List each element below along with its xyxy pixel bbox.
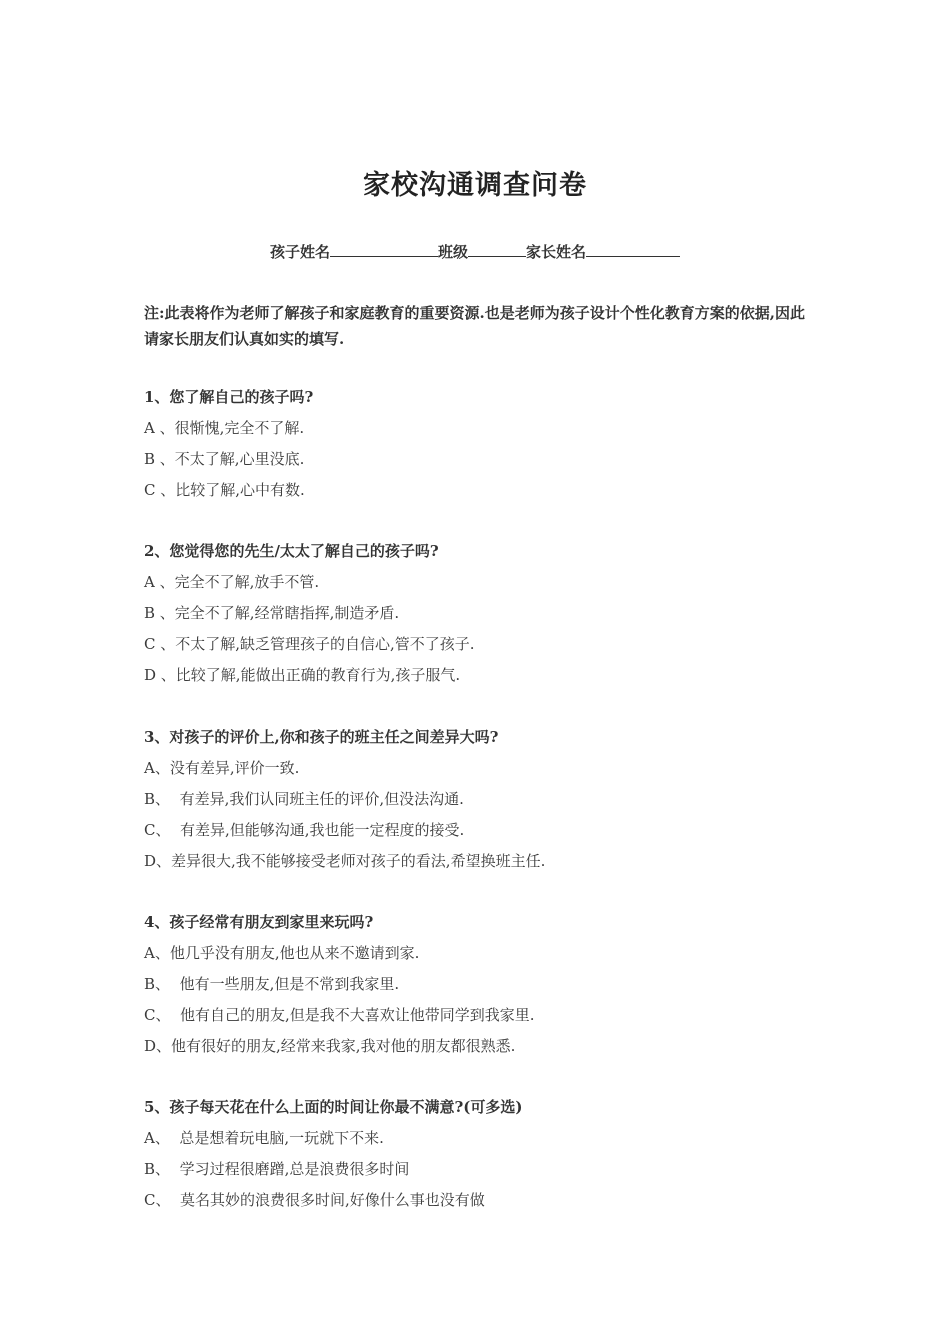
option-letter: B、: [144, 1160, 180, 1178]
question-title: 3、对孩子的评价上,你和孩子的班主任之间差异大吗?: [144, 728, 499, 746]
option-text: 莫名其妙的浪费很多时间,好像什么事也没有做: [180, 1191, 485, 1209]
option[interactable]: [144, 444, 844, 475]
question-5: [144, 1092, 844, 1216]
option-text: 比较了解,能做出正确的教育行为,孩子服气.: [175, 666, 461, 684]
option-text: 他有很好的朋友,经常来我家,我对他的朋友都很熟悉.: [171, 1037, 516, 1055]
option-letter: B 、: [144, 450, 175, 468]
option-letter: B、: [144, 975, 180, 993]
option-letter: D、: [144, 1037, 172, 1055]
option-letter: A 、: [144, 419, 175, 437]
option[interactable]: [144, 1000, 844, 1031]
option-text: 很惭愧,完全不了解.: [174, 419, 305, 437]
option-text: 没有差异,评价一致.: [169, 759, 300, 777]
option-letter: C、: [144, 821, 181, 839]
class-blank[interactable]: [468, 240, 526, 257]
page-title: 家校沟通调查问卷: [363, 170, 587, 201]
question-1: [144, 382, 844, 506]
option-text: 完全不了解,经常瞎指挥,制造矛盾.: [174, 604, 400, 622]
option[interactable]: [144, 1123, 844, 1154]
option-text: 比较了解,心中有数.: [175, 481, 305, 499]
option-letter: A 、: [144, 573, 175, 591]
child-name-label: 孩子姓名: [269, 243, 330, 261]
option-text: 不太了解,心里没底.: [174, 450, 305, 468]
parent-name-blank[interactable]: [586, 240, 680, 257]
option-letter: C 、: [144, 481, 176, 499]
question-4: [144, 907, 844, 1062]
question-title: 4、孩子经常有朋友到家里来玩吗?: [144, 913, 374, 931]
option-letter: D、: [144, 852, 172, 870]
question-title: 5、孩子每天花在什么上面的时间让你最不满意?(可多选): [144, 1098, 523, 1116]
option[interactable]: [144, 413, 844, 444]
option[interactable]: [144, 969, 844, 1000]
question-title: 2、您觉得您的先生/太太了解自己的孩子吗?: [144, 542, 439, 560]
option[interactable]: [144, 475, 844, 506]
note-paragraph: 注:此表将作为老师了解孩子和家庭教育的重要资源.也是老师为孩子设计个性化教育方案的依据,因此请家长朋友们认真如实的填写.: [144, 304, 805, 348]
option[interactable]: [144, 753, 844, 784]
info-line: [0, 240, 950, 262]
option[interactable]: [144, 629, 844, 660]
option-text: 他几乎没有朋友,他也从来不邀请到家.: [169, 944, 420, 962]
parent-name-label: 家长姓名: [526, 243, 587, 261]
option-letter: D 、: [144, 666, 176, 684]
option-letter: A、: [144, 944, 170, 962]
option-text: 他有一些朋友,但是不常到我家里.: [179, 975, 400, 993]
option[interactable]: [144, 815, 844, 846]
option[interactable]: [144, 660, 844, 691]
question-title: 1、您了解自己的孩子吗?: [144, 388, 314, 406]
option[interactable]: [144, 938, 844, 969]
question-3: [144, 722, 844, 877]
child-name-blank[interactable]: [330, 240, 438, 257]
option-letter: A、: [144, 1129, 180, 1147]
option-letter: B、: [144, 790, 180, 808]
option-letter: A、: [144, 759, 170, 777]
option-text: 学习过程很磨蹭,总是浪费很多时间: [179, 1160, 410, 1178]
option[interactable]: [144, 1154, 844, 1185]
option-text: 总是想着玩电脑,一玩就下不来.: [179, 1129, 384, 1147]
option-text: 他有自己的朋友,但是我不大喜欢让他带同学到我家里.: [180, 1006, 535, 1024]
option[interactable]: [144, 1185, 844, 1216]
option[interactable]: [144, 1031, 844, 1062]
option-text: 有差异,我们认同班主任的评价,但没法沟通.: [179, 790, 464, 808]
option-letter: C 、: [144, 635, 176, 653]
question-2: [144, 536, 844, 691]
option-text: 差异很大,我不能够接受老师对孩子的看法,希望换班主任.: [171, 852, 546, 870]
option-text: 有差异,但能够沟通,我也能一定程度的接受.: [180, 821, 465, 839]
option-letter: B 、: [144, 604, 175, 622]
option-letter: C、: [144, 1191, 181, 1209]
option-text: 完全不了解,放手不管.: [174, 573, 320, 591]
option[interactable]: [144, 567, 844, 598]
option[interactable]: [144, 846, 844, 877]
option[interactable]: [144, 598, 844, 629]
option-text: 不太了解,缺乏管理孩子的自信心,管不了孩子.: [175, 635, 475, 653]
class-label: 班级: [437, 243, 468, 261]
option[interactable]: [144, 784, 844, 815]
option-letter: C、: [144, 1006, 181, 1024]
